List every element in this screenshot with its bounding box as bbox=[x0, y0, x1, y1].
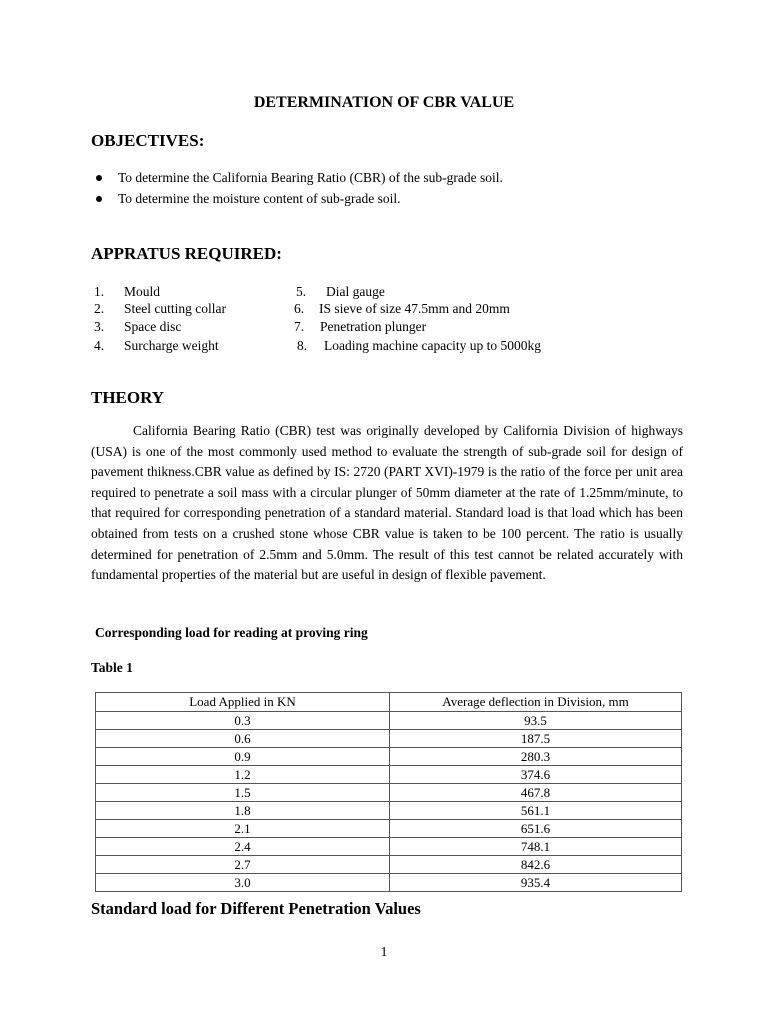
table-cell: 3.0 bbox=[96, 874, 390, 892]
load-deflection-table bbox=[95, 692, 682, 892]
table-cell: 0.6 bbox=[96, 730, 390, 748]
table-cell: 651.6 bbox=[390, 820, 682, 838]
bullet-icon bbox=[96, 196, 102, 202]
column-header: Load Applied in KN bbox=[96, 693, 390, 712]
table-cell: 187.5 bbox=[390, 730, 682, 748]
table-row bbox=[96, 856, 682, 874]
table-cell: 374.6 bbox=[390, 766, 682, 784]
table-cell: 93.5 bbox=[390, 712, 682, 730]
page-number: 1 bbox=[380, 944, 388, 959]
table-cell: 1.5 bbox=[96, 784, 390, 802]
table-caption: Corresponding load for reading at proving ring bbox=[95, 625, 368, 640]
table-cell: 842.6 bbox=[390, 856, 682, 874]
table-label: Table 1 bbox=[91, 660, 133, 675]
table-cell: 467.8 bbox=[390, 784, 682, 802]
table-row bbox=[96, 784, 682, 802]
table-row bbox=[96, 874, 682, 892]
table-cell: 935.4 bbox=[390, 874, 682, 892]
table-cell: 0.9 bbox=[96, 748, 390, 766]
table-row bbox=[96, 820, 682, 838]
table-cell: 2.1 bbox=[96, 820, 390, 838]
table-cell: 2.7 bbox=[96, 856, 390, 874]
table-row bbox=[96, 712, 682, 730]
document-title: DETERMINATION OF CBR VALUE bbox=[253, 94, 515, 111]
table-header-row bbox=[96, 693, 682, 712]
table-cell: 1.8 bbox=[96, 802, 390, 820]
table-cell: 561.1 bbox=[390, 802, 682, 820]
apparatus-heading: APPRATUS REQUIRED: bbox=[91, 244, 282, 263]
objectives-heading: OBJECTIVES: bbox=[91, 131, 205, 150]
table-row bbox=[96, 802, 682, 820]
objectives-list bbox=[96, 168, 503, 210]
table-cell: 280.3 bbox=[390, 748, 682, 766]
table-cell: 0.3 bbox=[96, 712, 390, 730]
next-section-heading: Standard load for Different Penetration Values bbox=[91, 899, 421, 918]
bullet-icon bbox=[96, 175, 102, 181]
objective-item: To determine the moisture content of sub-grade soil. bbox=[96, 189, 503, 210]
table-row bbox=[96, 748, 682, 766]
table-body bbox=[96, 712, 682, 892]
theory-heading: THEORY bbox=[91, 388, 165, 407]
column-header: Average deflection in Division, mm bbox=[390, 693, 682, 712]
table-row bbox=[96, 838, 682, 856]
table-cell: 1.2 bbox=[96, 766, 390, 784]
table-row bbox=[96, 730, 682, 748]
document-page: DETERMINATION OF CBR VALUE OBJECTIVES: To determine the California Bearing Ratio (CBR) of the sub-grade soil. To determine the moisture content of sub-grade soil. APPRATUS REQUIRED: 1. Mould 2. Steel cutting collar 3. Space disc 4. Surcharge weight 5. Dial gauge 6. IS sieve of size 47.5mm and 20mm 7. Penetration plunger 8. Loading machine capacity up to 5000kg THEORY California Bearing Ratio (CBR) test was originally developed by California Division of highways (USA) is one of the most commonly used method to evaluate the strength of sub-grade soil for design of pavement thikness.CBR value as defined by IS: 2720 (PART XVI)-1979 is the ratio of the force per unit area required to penetrate a soil mass with a circular plunger of 50mm diameter at the rate of 1.25mm/minute, to that required for corresponding penetration of a standard material. Standard load is that load which has been obtained from tests on a crushed stone whose CBR value is taken to be 100 percent. The ratio is usually determined for penetration of 2.5mm and 5.0mm. The result of this test cannot be related accurately with fundamental properties of the material but are useful in design of flexible pavement. Corresponding load for reading at proving ring Table 1 Load Applied in KN Average deflection in Division, mm 0.3 93.5 0.6 187.5 0.9 280.3 1.2 374.6 1.5 467.8 1.8 561.1 2.1 651.6 2.4 748.1 2.7 842.6 3.0 935.4 Standard load for Different Penetration Values 1 bbox=[0, 0, 768, 1024]
table-row bbox=[96, 766, 682, 784]
table-cell: 2.4 bbox=[96, 838, 390, 856]
table-cell: 748.1 bbox=[390, 838, 682, 856]
objective-item: To determine the California Bearing Ratio (CBR) of the sub-grade soil. bbox=[96, 168, 503, 189]
theory-paragraph: California Bearing Ratio (CBR) test was originally developed by California Division of highways (USA) is one of the most commonly used method to evaluate the strength of sub-grade soil for design of pavement thikness.CBR value as defined by IS: 2720 (PART XVI)-1979 is the ratio of the force per unit area required to penetrate a soil mass with a circular plunger of 50mm diameter at the rate of 1.25mm/minute, to that required for corresponding penetration of a standard material. Standard load is that load which has been obtained from tests on a crushed stone whose CBR value is taken to be 100 percent. The ratio is usually determined for penetration of 2.5mm and 5.0mm. The result of this test cannot be related accurately with fundamental properties of the material but are useful in design of flexible pavement. bbox=[91, 423, 683, 583]
